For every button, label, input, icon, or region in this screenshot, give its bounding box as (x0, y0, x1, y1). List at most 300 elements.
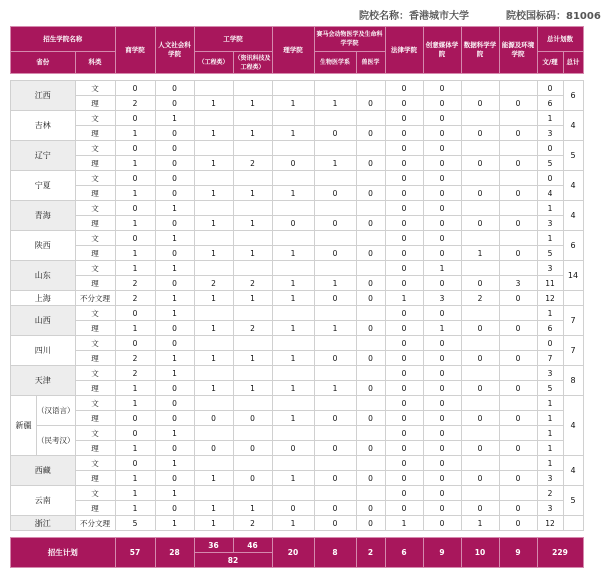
table-row (11, 411, 584, 426)
subject-cell: 理 (75, 156, 115, 171)
value-cell: 0 (461, 411, 499, 426)
table-row (11, 201, 584, 216)
value-cell: 6 (537, 96, 563, 111)
header-vet-sub2: 兽医学 (356, 52, 385, 74)
value-cell: 1 (155, 111, 194, 126)
value-cell: 1 (385, 291, 423, 306)
value-cell: 0 (423, 156, 461, 171)
value-cell (461, 336, 499, 351)
title-bar (0, 0, 612, 26)
header-law: 法律学院 (385, 27, 423, 74)
value-cell (461, 81, 499, 96)
value-cell: 1 (115, 246, 155, 261)
value-cell (356, 231, 385, 246)
value-cell: 0 (499, 516, 537, 531)
value-cell: 1 (537, 111, 563, 126)
value-cell: 1 (272, 321, 314, 336)
province-total-cell: 4 (563, 201, 583, 231)
value-cell: 1 (194, 291, 233, 306)
table-row (11, 231, 584, 246)
value-cell (272, 81, 314, 96)
value-cell: 0 (155, 246, 194, 261)
value-cell (356, 261, 385, 276)
province-total-cell: 4 (563, 456, 583, 486)
value-cell: 0 (423, 81, 461, 96)
footer-vet1: 8 (314, 538, 356, 568)
value-cell (272, 261, 314, 276)
value-cell (272, 231, 314, 246)
table-row (11, 171, 584, 186)
value-cell: 0 (461, 501, 499, 516)
value-cell: 0 (461, 381, 499, 396)
value-cell: 0 (499, 246, 537, 261)
value-cell: 0 (423, 411, 461, 426)
subject-cell: 理 (75, 441, 115, 456)
value-cell: 0 (314, 471, 356, 486)
value-cell: 3 (537, 126, 563, 141)
value-cell: 1 (272, 471, 314, 486)
value-cell: 1 (194, 186, 233, 201)
subject-cell: 理 (75, 321, 115, 336)
value-cell: 0 (461, 321, 499, 336)
value-cell: 1 (115, 156, 155, 171)
value-cell: 0 (385, 501, 423, 516)
value-cell: 0 (155, 171, 194, 186)
value-cell (499, 141, 537, 156)
value-cell: 0 (385, 186, 423, 201)
value-cell (233, 141, 272, 156)
value-cell: 0 (537, 171, 563, 186)
value-cell: 0 (385, 366, 423, 381)
value-cell: 0 (499, 411, 537, 426)
value-cell: 0 (385, 381, 423, 396)
value-cell: 0 (272, 216, 314, 231)
value-cell: 0 (537, 81, 563, 96)
province-total-cell: 6 (563, 81, 583, 111)
value-cell: 1 (233, 126, 272, 141)
value-cell: 0 (115, 201, 155, 216)
header-business: 商学院 (115, 27, 155, 74)
subject-cell: 不分文理 (75, 516, 115, 531)
value-cell: 1 (115, 321, 155, 336)
value-cell: 1 (115, 186, 155, 201)
value-cell: 1 (194, 321, 233, 336)
value-cell: 0 (423, 351, 461, 366)
value-cell (272, 111, 314, 126)
value-cell: 0 (155, 396, 194, 411)
value-cell: 0 (499, 351, 537, 366)
header-province: 省份 (11, 52, 76, 74)
footer-science: 20 (272, 538, 314, 568)
value-cell (499, 201, 537, 216)
value-cell: 0 (385, 456, 423, 471)
subject-cell: 文 (75, 111, 115, 126)
value-cell: 0 (423, 456, 461, 471)
value-cell: 0 (423, 426, 461, 441)
value-cell: 0 (423, 186, 461, 201)
subject-cell: 理 (75, 246, 115, 261)
table-row (11, 351, 584, 366)
value-cell: 12 (537, 516, 563, 531)
value-cell (314, 81, 356, 96)
province-cell: 宁夏 (11, 171, 76, 201)
value-cell: 1 (194, 471, 233, 486)
value-cell (499, 396, 537, 411)
value-cell (356, 336, 385, 351)
province-total-cell: 14 (563, 261, 583, 291)
value-cell: 0 (423, 336, 461, 351)
province-total-cell: 5 (563, 486, 583, 516)
value-cell: 3 (537, 216, 563, 231)
value-cell (314, 456, 356, 471)
value-cell (194, 396, 233, 411)
value-cell: 0 (461, 96, 499, 111)
table-row (11, 321, 584, 336)
value-cell: 0 (423, 276, 461, 291)
footer-eng2: 46 (233, 538, 272, 553)
subject-cell: 文 (75, 336, 115, 351)
value-cell: 0 (194, 411, 233, 426)
value-cell: 0 (499, 96, 537, 111)
admission-plan-table (10, 26, 584, 568)
value-cell (272, 426, 314, 441)
value-cell: 5 (115, 516, 155, 531)
value-cell (272, 336, 314, 351)
value-cell: 1 (155, 366, 194, 381)
value-cell: 0 (356, 186, 385, 201)
value-cell: 0 (155, 276, 194, 291)
value-cell: 0 (356, 351, 385, 366)
value-cell: 1 (314, 276, 356, 291)
value-cell: 0 (461, 471, 499, 486)
province-total-cell: 8 (563, 366, 583, 396)
value-cell (461, 396, 499, 411)
value-cell: 0 (499, 441, 537, 456)
value-cell: 1 (115, 501, 155, 516)
footer-law: 6 (385, 538, 423, 568)
header-sum: 总计 (563, 52, 583, 74)
value-cell: 0 (385, 276, 423, 291)
value-cell: 2 (115, 366, 155, 381)
value-cell: 1 (155, 426, 194, 441)
province-cell: 云南 (11, 486, 76, 516)
value-cell: 0 (272, 441, 314, 456)
value-cell: 1 (194, 156, 233, 171)
value-cell: 0 (155, 321, 194, 336)
subject-cell: 文 (75, 171, 115, 186)
value-cell (356, 111, 385, 126)
value-cell: 1 (461, 516, 499, 531)
value-cell: 0 (499, 471, 537, 486)
value-cell (499, 231, 537, 246)
value-cell (499, 456, 537, 471)
value-cell: 0 (385, 351, 423, 366)
value-cell: 0 (356, 411, 385, 426)
value-cell: 1 (537, 231, 563, 246)
table-row (11, 501, 584, 516)
province-total-cell (563, 516, 583, 531)
value-cell: 1 (233, 351, 272, 366)
value-cell: 0 (461, 351, 499, 366)
value-cell: 0 (356, 441, 385, 456)
header-group: 招生学院名称 (11, 27, 116, 52)
province-cell: 西藏 (11, 456, 76, 486)
value-cell: 0 (423, 111, 461, 126)
value-cell (461, 111, 499, 126)
value-cell (314, 231, 356, 246)
value-cell: 1 (194, 126, 233, 141)
value-cell: 0 (115, 426, 155, 441)
table-row (11, 516, 584, 531)
header-eng-sub1: （工程类） (194, 52, 233, 74)
subject-cell: 文 (75, 231, 115, 246)
province-total-cell: 4 (563, 171, 583, 201)
subject-cell: 理 (75, 276, 115, 291)
value-cell: 0 (499, 381, 537, 396)
value-cell (499, 111, 537, 126)
value-cell: 0 (356, 471, 385, 486)
value-cell (499, 171, 537, 186)
subject-cell: 理 (75, 471, 115, 486)
province-cell: 陕西 (11, 231, 76, 261)
table-row (11, 81, 584, 96)
value-cell: 0 (115, 411, 155, 426)
value-cell: 2 (233, 276, 272, 291)
value-cell: 0 (423, 231, 461, 246)
value-cell (356, 366, 385, 381)
value-cell (356, 171, 385, 186)
value-cell: 1 (155, 201, 194, 216)
value-cell: 0 (155, 411, 194, 426)
table-row (11, 486, 584, 501)
footer-vet2: 2 (356, 538, 385, 568)
value-cell: 1 (233, 501, 272, 516)
value-cell: 0 (155, 96, 194, 111)
value-cell: 6 (537, 321, 563, 336)
value-cell: 0 (233, 411, 272, 426)
value-cell (272, 456, 314, 471)
value-cell (194, 111, 233, 126)
subject-cell: 理 (75, 381, 115, 396)
value-cell (194, 81, 233, 96)
value-cell: 3 (537, 501, 563, 516)
value-cell: 2 (115, 96, 155, 111)
value-cell (461, 486, 499, 501)
value-cell: 1 (115, 261, 155, 276)
value-cell (499, 306, 537, 321)
value-cell: 1 (314, 96, 356, 111)
value-cell: 0 (272, 156, 314, 171)
value-cell: 3 (537, 366, 563, 381)
value-cell: 0 (155, 381, 194, 396)
province-total-cell (563, 291, 583, 306)
header-energy: 能源及环境学院 (499, 27, 537, 74)
value-cell: 1 (194, 96, 233, 111)
table-row (11, 96, 584, 111)
header-eng-sub2: （资讯科技及工程类） (233, 52, 272, 74)
value-cell (499, 81, 537, 96)
value-cell: 0 (461, 441, 499, 456)
province-cell: 青海 (11, 201, 76, 231)
value-cell: 0 (423, 141, 461, 156)
value-cell (194, 306, 233, 321)
value-cell (499, 366, 537, 381)
header-total: 总计划数 (537, 27, 583, 52)
subject-cell: 理 (75, 216, 115, 231)
value-cell (272, 486, 314, 501)
value-cell: 2 (115, 291, 155, 306)
value-cell: 0 (385, 126, 423, 141)
value-cell: 0 (423, 471, 461, 486)
table-row (11, 291, 584, 306)
value-cell (356, 201, 385, 216)
table-row (11, 156, 584, 171)
value-cell: 2 (115, 351, 155, 366)
value-cell: 1 (272, 246, 314, 261)
value-cell: 0 (356, 291, 385, 306)
province-cell: 吉林 (11, 111, 76, 141)
value-cell (233, 456, 272, 471)
value-cell (194, 171, 233, 186)
value-cell: 1 (423, 261, 461, 276)
value-cell: 1 (272, 411, 314, 426)
value-cell (314, 171, 356, 186)
value-cell (314, 396, 356, 411)
value-cell: 0 (461, 186, 499, 201)
table-row (11, 426, 584, 441)
value-cell: 0 (314, 216, 356, 231)
value-cell: 0 (499, 216, 537, 231)
value-cell: 0 (115, 141, 155, 156)
header-vet: 赛马会动物医学及生命科学学院 (314, 27, 385, 52)
value-cell: 0 (423, 171, 461, 186)
footer-label: 招生计划 (11, 538, 116, 568)
value-cell: 0 (423, 396, 461, 411)
footer-eng-total: 82 (194, 553, 272, 568)
value-cell: 1 (423, 321, 461, 336)
value-cell: 1 (115, 216, 155, 231)
value-cell (499, 426, 537, 441)
value-cell: 2 (194, 276, 233, 291)
province-cell: 上海 (11, 291, 76, 306)
province-total-cell: 6 (563, 231, 583, 261)
table-row (11, 261, 584, 276)
table-row (11, 141, 584, 156)
value-cell: 0 (155, 336, 194, 351)
value-cell: 0 (461, 276, 499, 291)
value-cell (194, 141, 233, 156)
value-cell: 2 (461, 291, 499, 306)
value-cell: 1 (115, 396, 155, 411)
province-cell: 山东 (11, 261, 76, 291)
value-cell: 0 (155, 126, 194, 141)
table-row (11, 396, 584, 411)
value-cell (233, 171, 272, 186)
value-cell: 0 (233, 441, 272, 456)
value-cell: 0 (385, 471, 423, 486)
value-cell: 3 (423, 291, 461, 306)
value-cell: 1 (537, 201, 563, 216)
value-cell: 3 (537, 261, 563, 276)
subject-cell: 理 (75, 126, 115, 141)
value-cell (314, 141, 356, 156)
value-cell: 0 (356, 276, 385, 291)
value-cell: 0 (115, 81, 155, 96)
province-cell: 四川 (11, 336, 76, 366)
value-cell (314, 261, 356, 276)
value-cell: 0 (385, 81, 423, 96)
value-cell: 0 (423, 441, 461, 456)
value-cell: 0 (499, 501, 537, 516)
subject-cell: 文 (75, 366, 115, 381)
value-cell: 0 (385, 171, 423, 186)
table-row (11, 126, 584, 141)
header-subject: 科类 (75, 52, 115, 74)
value-cell: 0 (155, 471, 194, 486)
header-creative: 创意媒体学院 (423, 27, 461, 74)
value-cell: 0 (461, 156, 499, 171)
value-cell: 12 (537, 291, 563, 306)
value-cell: 0 (423, 216, 461, 231)
value-cell: 1 (155, 516, 194, 531)
footer-humanities: 28 (155, 538, 194, 568)
table-row (11, 246, 584, 261)
province-total-cell: 4 (563, 396, 583, 456)
footer-eng1: 36 (194, 538, 233, 553)
value-cell: 2 (233, 516, 272, 531)
value-cell: 1 (233, 186, 272, 201)
value-cell (461, 171, 499, 186)
value-cell: 1 (537, 426, 563, 441)
value-cell: 0 (115, 171, 155, 186)
school-name: 院校名称：香港城市大学 (359, 11, 469, 22)
value-cell: 1 (194, 216, 233, 231)
subgroup-cell: （民考汉） (37, 426, 76, 456)
value-cell: 0 (115, 231, 155, 246)
table-row (11, 366, 584, 381)
value-cell: 0 (314, 246, 356, 261)
value-cell (233, 261, 272, 276)
subject-cell: 理 (75, 501, 115, 516)
value-cell: 0 (423, 516, 461, 531)
value-cell: 0 (155, 501, 194, 516)
value-cell: 1 (194, 516, 233, 531)
value-cell: 0 (272, 501, 314, 516)
value-cell (194, 336, 233, 351)
subject-cell: 文 (75, 396, 115, 411)
value-cell: 0 (499, 186, 537, 201)
value-cell: 1 (537, 411, 563, 426)
province-cell: 江西 (11, 81, 76, 111)
value-cell: 0 (314, 186, 356, 201)
value-cell: 7 (537, 351, 563, 366)
province-total-cell: 7 (563, 306, 583, 336)
value-cell: 1 (461, 246, 499, 261)
footer-creative: 9 (423, 538, 461, 568)
table-row (11, 306, 584, 321)
value-cell: 0 (115, 111, 155, 126)
value-cell: 0 (423, 501, 461, 516)
value-cell: 1 (272, 96, 314, 111)
value-cell: 0 (423, 366, 461, 381)
value-cell: 0 (423, 306, 461, 321)
value-cell: 2 (537, 486, 563, 501)
value-cell: 0 (423, 381, 461, 396)
value-cell (356, 486, 385, 501)
value-cell: 0 (385, 156, 423, 171)
value-cell: 0 (461, 216, 499, 231)
value-cell (356, 306, 385, 321)
